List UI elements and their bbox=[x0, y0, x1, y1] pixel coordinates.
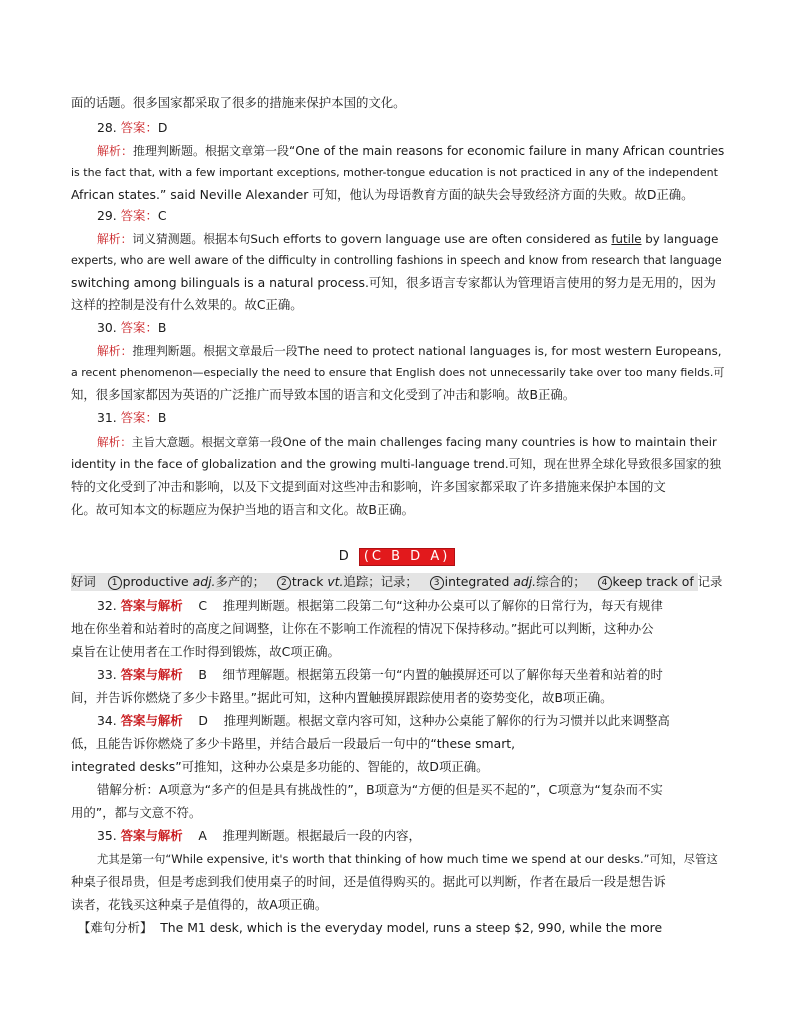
q28-analysis-label: 解析： bbox=[97, 144, 134, 158]
q33-number: 33. bbox=[97, 667, 117, 682]
q35-line-2: 尤其是第一句“While expensive, it's worth that thinking of how much time we spend at our desks.”可知，尽管这 bbox=[97, 852, 718, 866]
q29-analysis-text-end: by language bbox=[641, 232, 719, 246]
q30-answer-line bbox=[97, 320, 166, 336]
difficult-sentence-label: 【难句分析】 bbox=[78, 920, 153, 935]
difficult-sentence-line bbox=[78, 920, 662, 936]
vocab-pos-1: adj. bbox=[192, 574, 216, 589]
q32-number: 32. bbox=[97, 598, 117, 613]
q35-line-3: 种桌子很昂贵，但是考虑到我们使用桌子的时间，还是值得购买的。据此可以判断，作者在最后一段是想告诉 bbox=[71, 874, 666, 889]
q30-analysis-line-3: 知，很多国家都因为英语的广泛推广而导致本国的语言和文化受到了冲击和影响。故B正确。 bbox=[71, 387, 576, 402]
q35-line bbox=[97, 828, 421, 844]
q29-analysis-line bbox=[97, 231, 718, 247]
vocab-label: 好词 bbox=[71, 574, 96, 589]
q34-text: 推理判断题。根据文章内容可知，这种办公桌能了解你的行为习惯并以此来调整高 bbox=[223, 713, 670, 728]
q34-answer: D bbox=[198, 713, 208, 728]
q31-number: 31. bbox=[97, 410, 117, 425]
q33-line bbox=[97, 667, 663, 683]
vocab-meaning-1: 多产的； bbox=[215, 574, 266, 589]
q29-analysis-line-3: switching among bilinguals is a natural process.可知，很多语言专家都认为管理语言使用的努力是无用的，因为 bbox=[71, 275, 716, 290]
q30-answer: B bbox=[157, 320, 167, 335]
q28-analysis-line bbox=[97, 143, 724, 159]
q33-answer: B bbox=[198, 667, 207, 682]
q30-answer-label: 答案： bbox=[120, 320, 158, 335]
q31-analysis-line bbox=[97, 434, 717, 450]
q31-answer: B bbox=[157, 410, 167, 425]
q34-line-2: 低，且能告诉你燃烧了多少卡路里，并结合最后一段最后一句中的“these smart, bbox=[71, 736, 516, 751]
paragraph-line: 面的话题。很多国家都采取了很多的措施来保护本国的文化。 bbox=[71, 95, 406, 110]
q33-line-2: 间，并告诉你燃烧了多少卡路里。”据此可知，这种内置触摸屏跟踪使用者的姿势变化，故B项正确。 bbox=[71, 690, 613, 705]
difficult-sentence-text: The M1 desk, which is the everyday model, runs a steep $2, 990, while the more bbox=[160, 920, 663, 935]
q30-analysis-line bbox=[97, 343, 722, 359]
vocab-word-3: integrated bbox=[444, 574, 514, 589]
q29-analysis-text: 词义猜测题。根据本句Such efforts to govern language use are often considered as bbox=[132, 232, 612, 246]
q35-number: 35. bbox=[97, 828, 117, 843]
circled-number-2: 2 bbox=[277, 576, 291, 590]
q28-answer: D bbox=[157, 120, 168, 135]
q28-answer-line bbox=[97, 120, 167, 136]
circled-number-3: 3 bbox=[430, 576, 444, 590]
vocab-word-1: productive bbox=[122, 574, 193, 589]
q29-analysis-line-4: 这样的控制是没有什么效果的。故C正确。 bbox=[71, 297, 303, 312]
q29-underlined-word: futile bbox=[611, 232, 642, 246]
q29-answer-label: 答案： bbox=[120, 208, 158, 223]
vocab-meaning-3: 综合的； bbox=[536, 574, 586, 589]
q31-analysis-label: 解析： bbox=[97, 435, 132, 449]
q32-answer: C bbox=[198, 598, 208, 613]
q31-analysis-line-2: identity in the face of globalization and the growing multi-language trend.可知，现在世界全球化导致很多国家的独 bbox=[71, 457, 721, 471]
q30-number: 30. bbox=[97, 320, 117, 335]
vocab-pos-2: vt. bbox=[327, 574, 344, 589]
vocab-word-4: keep track of 记录 bbox=[612, 574, 723, 589]
q28-analysis-line-3: African states.” said Neville Alexander 可知，他认为母语教育方面的缺失会导致经济方面的失败。故D正确。 bbox=[71, 187, 694, 202]
q34-error-analysis-2: 用的”，都与文意不符。 bbox=[71, 805, 202, 820]
q35-answer: A bbox=[198, 828, 207, 843]
q32-line bbox=[97, 598, 663, 614]
circled-number-4: 4 bbox=[598, 576, 612, 590]
q31-answer-label: 答案： bbox=[120, 410, 158, 425]
q31-analysis-line-3: 特的文化受到了冲击和影响，以及下文提到面对这些冲击和影响，许多国家都采取了许多措施来保护本国的文 bbox=[71, 479, 666, 494]
q32-line-3: 桌旨在让使用者在工作时得到锻炼，故C项正确。 bbox=[71, 644, 340, 659]
vocab-line bbox=[71, 574, 722, 590]
q34-line bbox=[97, 713, 670, 729]
vocab-meaning-2: 追踪；记录； bbox=[343, 574, 418, 589]
q34-line-3: integrated desks”可推知，这种办公桌是多功能的、智能的，故D项正确。 bbox=[71, 759, 489, 774]
q31-analysis-line-4: 化。故可知本文的标题应为保护当地的语言和文化。故B正确。 bbox=[71, 502, 415, 517]
q29-number: 29. bbox=[97, 208, 117, 223]
q28-number: 28. bbox=[97, 120, 117, 135]
section-answer-box: (C B D A) bbox=[359, 548, 455, 566]
q35-label: 答案与解析 bbox=[120, 828, 183, 843]
q30-analysis-line-2: a recent phenomenon—especially the need to ensure that English does not unnecessarily take over too many fields.可 bbox=[71, 366, 725, 379]
q28-answer-label: 答案： bbox=[120, 120, 158, 135]
q33-label: 答案与解析 bbox=[120, 667, 183, 682]
q28-analysis-text: 推理判断题。根据文章第一段“One of the main reasons for economic failure in many African countries bbox=[133, 144, 725, 158]
q29-answer-line bbox=[97, 208, 167, 224]
q32-line-2: 地在你坐着和站着时的高度之间调整，让你在不影响工作流程的情况下保持移动。”据此可以判断，这种办公 bbox=[71, 621, 654, 636]
section-d-heading bbox=[0, 548, 794, 566]
q30-analysis-text: 推理判断题。根据文章最后一段The need to protect national languages is, for most western Europeans, bbox=[132, 344, 722, 358]
q30-analysis-label: 解析： bbox=[97, 344, 133, 358]
q29-answer: C bbox=[157, 208, 167, 223]
vocab-pos-3: adj. bbox=[513, 574, 537, 589]
q35-text: 推理判断题。根据最后一段的内容， bbox=[222, 828, 421, 843]
section-letter: D bbox=[338, 549, 349, 564]
q32-label: 答案与解析 bbox=[120, 598, 183, 613]
q31-analysis-text: 主旨大意题。根据文章第一段One of the main challenges facing many countries is how to maintain their bbox=[131, 435, 717, 449]
q28-analysis-line-2: is the fact that, with a few important exceptions, mother-tongue education is not practiced in any of the independent bbox=[71, 166, 718, 179]
q33-text: 细节理解题。根据第五段第一句“内置的触摸屏还可以了解你每天坐着和站着的时 bbox=[222, 667, 663, 682]
q35-line-4: 读者，花钱买这种桌子是值得的，故A项正确。 bbox=[71, 897, 328, 912]
q34-error-analysis: 错解分析：A项意为“多产的但是具有挑战性的”，B项意为“方便的但是买不起的”，C项意为“复杂而不实 bbox=[97, 782, 663, 797]
q32-text: 推理判断题。根据第二段第二句“这种办公桌可以了解你的日常行为，每天有规律 bbox=[222, 598, 663, 613]
circled-number-1: 1 bbox=[108, 576, 122, 590]
q34-label: 答案与解析 bbox=[120, 713, 183, 728]
q29-analysis-line-2: experts, who are well aware of the difficulty in controlling fashions in speech and know from research that language bbox=[71, 254, 722, 267]
q29-analysis-label: 解析： bbox=[97, 232, 133, 246]
q31-answer-line bbox=[97, 410, 166, 426]
vocab-word-2: track bbox=[291, 574, 328, 589]
q34-number: 34. bbox=[97, 713, 117, 728]
